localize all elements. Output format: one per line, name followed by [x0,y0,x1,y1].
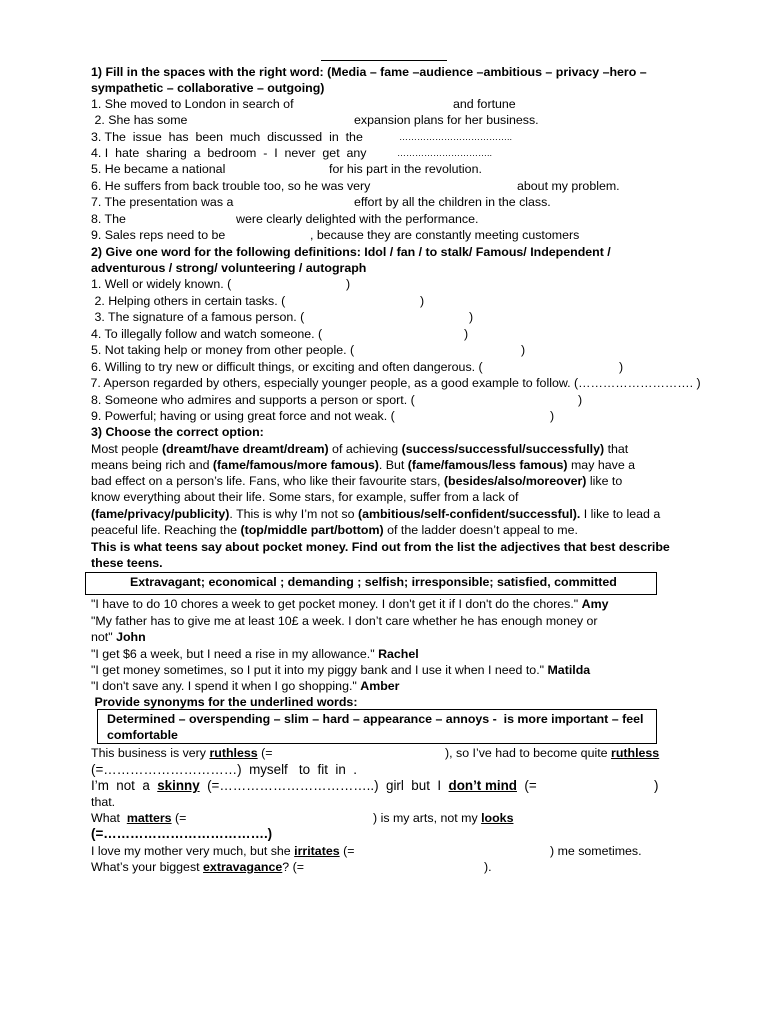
q2-item [91,392,671,408]
q1-item [91,211,671,227]
item-text: 9. Sales reps need to be [91,228,226,242]
q2-heading: 2) Give one word for the following definitions: Idol / fan / to stalk/ Famous/ Independent / [91,245,611,259]
q3-para-line [91,441,671,457]
syn-line [91,843,671,859]
quote-text: "I don't save any. I spend it when I go shopping." [91,679,361,693]
q3-para-line [91,457,671,473]
item-text: 4. To illegally follow and watch someone. ( [91,327,323,341]
text: (= [257,746,273,760]
item-text: 1. Well or widely known. ( [91,277,232,291]
item-dots: ……………………………….. [399,132,513,142]
q1-item [91,145,671,161]
text: peaceful life. Reaching the [91,523,241,537]
underlined-word: looks [481,811,514,825]
syn-line [91,745,671,761]
q1-item [91,194,671,210]
teen-quote [91,629,671,645]
item-text: 5. He became a national [91,162,226,176]
item-close: ) [420,294,425,308]
text: (= [516,778,537,793]
teen-name: Amber [360,679,400,693]
q2-item [91,293,671,309]
underlined-word: ruthless [209,746,258,760]
q3-para-line [91,473,671,489]
text: What’s your biggest [91,860,204,874]
text: like to [586,474,623,488]
teen-name: Amy [581,597,609,611]
item-close: ) [469,310,474,324]
option-group: (fame/famous/less famous) [407,458,568,472]
underlined-word: skinny [157,778,200,793]
synonym-list: Determined – overspending – slim – hard – appearance – annoys - is more important – feel [107,712,644,726]
text: ). [484,860,492,874]
underlined-word: irritates [294,844,340,858]
syn-line: (=…………………………) myself to fit in . [91,762,357,777]
item-text: 8. The [91,212,126,226]
q1-item [91,96,671,112]
text: ) [654,778,659,793]
item-text-end: expansion plans for her business. [354,113,539,127]
text: ), so I’ve had to become quite [445,746,611,760]
item-close: ) [578,393,583,407]
item-text-end: and fortune [453,97,516,111]
teen-quote [91,662,671,678]
q3-para-line [91,522,671,538]
text: I’m not a [91,778,158,793]
q2-item [87,375,701,391]
q2-heading-cont: adventurous / strong/ volunteering / autograph [91,261,367,275]
quote-text: "I get money sometimes, so I put it into my piggy bank and I use it when I need to." [91,663,548,677]
item-text-end: effort by all the children in the class. [354,195,551,209]
text [445,745,659,761]
teen-name: Rachel [378,647,419,661]
item-close: ) [464,327,469,341]
adjective-list: Extravagant; economical ; demanding ; selfish; irresponsible; satisfied, committed [130,575,617,589]
quote-text: "I get $6 a week, but I need a rise in my allowance." [91,647,379,661]
text: of achieving [328,442,402,456]
underlined-word: extravagance [203,860,283,874]
item-text: 6. Willing to try new or difficult things, or exciting and often dangerous. ( [91,360,483,374]
syn-line [91,778,671,794]
q1-item [91,129,671,145]
item-text-end: , because they are constantly meeting customers [310,228,580,242]
text: (=……………………………..) girl but I [199,778,449,793]
teens-heading: This is what teens say about pocket money. Find out from the list the adjectives that best describe [91,540,670,554]
option-group: (top/middle part/bottom) [240,523,384,537]
item-dots: ………………………….. [397,148,493,158]
text: I love my mother very much, but she [91,844,295,858]
item-text: 2. She has some [91,113,188,127]
quote-text: not" [91,630,117,644]
item-text: 7. The presentation was a [91,195,234,209]
option-group: (fame/privacy/publicity) [91,507,230,521]
option-group: (dreamt/have dreamt/dream) [161,442,329,456]
title-rule [321,60,447,61]
item-text: 9. Powerful; having or using great force and not weak. ( [91,409,395,423]
q1-heading: 1) Fill in the spaces with the right word: (Media – fame –audience –ambitious – privacy –hero – [91,65,647,79]
text: . But [378,458,408,472]
teens-heading-cont: these teens. [91,556,163,570]
q3-para-line: know everything about their life. Some stars, for example, suffer from a lack of [91,490,519,504]
q3-heading: 3) Choose the correct option: [91,425,264,439]
q2-item [91,359,671,375]
teen-quote: "My father has to give me at least 10£ a week. I don’t care whether he has enough money or [91,614,598,628]
text: ) is my arts, not my [373,811,482,825]
teen-quote [91,646,671,662]
text: that [604,442,629,456]
item-close: ) [550,409,555,423]
text: of the ladder doesn’t appeal to me. [383,523,578,537]
item-text-end: were clearly delighted with the performance. [236,212,479,226]
item-text: 3. The issue has been much discussed in the [91,130,363,144]
teen-name: John [116,630,146,644]
teen-name: Matilda [547,663,591,677]
text: ) me sometimes. [550,844,642,858]
item-text: 3. The signature of a famous person. ( [91,310,305,324]
syn-line: that. [91,795,116,809]
option-group: (fame/famous/more famous) [212,458,379,472]
item-text-end: about my problem. [517,179,620,193]
q2-item [91,342,671,358]
q1-item [91,178,671,194]
option-group: (ambitious/self-confident/successful). [357,507,581,521]
text: (= [339,844,355,858]
item-text: 2. Helping others in certain tasks. ( [91,294,286,308]
q2-item [91,309,671,325]
teen-quote [91,596,671,612]
item-text: 7. Aperson regarded by others, especially younger people, as a good example to follow. (………………………. ) [87,376,701,390]
item-close: ) [619,360,624,374]
option-group: (besides/also/moreover) [443,474,587,488]
underlined-word: ruthless [611,746,660,760]
teen-quote [91,678,671,694]
text: This business is very [91,746,210,760]
q3-para-line [91,506,671,522]
item-text: 8. Someone who admires and supports a person or sport. ( [91,393,415,407]
syn-heading: Provide synonyms for the underlined words: [91,695,358,709]
text: ? (= [282,860,304,874]
underlined-word: don’t mind [448,778,517,793]
text: means being rich and [91,458,213,472]
item-text: 6. He suffers from back trouble too, so he was very [91,179,371,193]
q1-item [91,161,671,177]
synonym-list-cont: comfortable [107,728,178,742]
item-text: 5. Not taking help or money from other people. ( [91,343,355,357]
text: Most people [91,442,162,456]
q1-item [91,227,671,243]
text: What [91,811,127,825]
item-close: ) [521,343,526,357]
syn-line [91,810,671,826]
text: (= [171,811,187,825]
syn-line: (=……………………………….) [91,826,273,841]
text: I like to lead a [580,507,661,521]
item-text-end: for his part in the revolution. [329,162,482,176]
item-text: 4. I hate sharing a bedroom - I never get any [91,146,367,160]
item-close: ) [346,277,351,291]
q2-item [91,408,671,424]
q2-item [91,326,671,342]
option-group: (success/successful/successfully) [401,442,605,456]
item-text: 1. She moved to London in search of [91,97,294,111]
q2-item [91,276,671,292]
q1-heading-cont: sympathetic – collaborative – outgoing) [91,81,325,95]
text [373,810,513,826]
text: . This is why I’m not so [229,507,358,521]
text: bad effect on a person’s life. Fans, who like their favourite stars, [91,474,444,488]
text: may have a [567,458,636,472]
syn-line [91,859,671,875]
underlined-word: matters [126,811,172,825]
quote-text: "I have to do 10 chores a week to get pocket money. I don't get it if I don't do the chores." [91,597,582,611]
q1-item [91,112,671,128]
